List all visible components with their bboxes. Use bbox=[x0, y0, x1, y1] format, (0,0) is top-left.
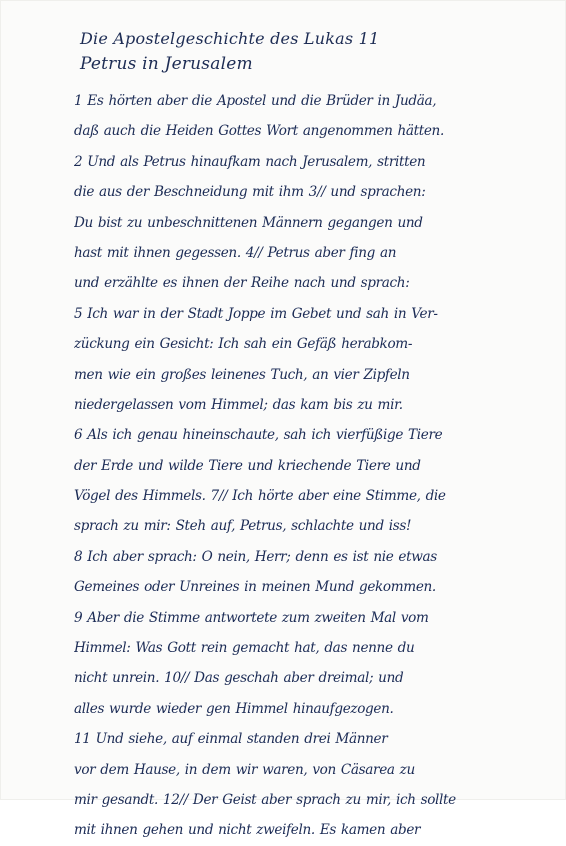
text-line-21: alles wurde wieder gen Himmel hinaufgezogen. bbox=[74, 700, 394, 717]
text-line-1: 1 Es hörten aber die Apostel und die Brüder in Judäa, bbox=[74, 93, 437, 109]
scripture-text bbox=[74, 86, 550, 846]
text-line-5: Du bist zu unbeschnittenen Männern gegangen und bbox=[74, 214, 423, 231]
text-line-14: Vögel des Himmels. 7// Ich hörte aber eine Stimme, die bbox=[74, 488, 446, 505]
text-line-13: der Erde und wilde Tiere und kriechende Tiere und bbox=[74, 457, 421, 474]
text-line-23: vor dem Hause, in dem wir waren, von Cäsarea zu bbox=[74, 761, 415, 778]
text-line-11: niedergelassen vom Himmel; das kam bis zu mir. bbox=[74, 396, 403, 413]
text-line-19: Himmel: Was Gott rein gemacht hat, das nenne du bbox=[74, 640, 415, 657]
text-line-15: sprach zu mir: Steh auf, Petrus, schlachte und iss! bbox=[74, 518, 412, 535]
text-line-22: 11 Und siehe, auf einmal standen drei Männer bbox=[74, 731, 388, 748]
text-line-9: zückung ein Gesicht: Ich sah ein Gefäß herabkom- bbox=[74, 336, 413, 353]
text-line-16: 8 Ich aber sprach: O nein, Herr; denn es ist nie etwas bbox=[74, 548, 437, 565]
text-line-7: und erzählte es ihnen der Reihe nach und sprach: bbox=[74, 275, 410, 292]
section-title: Petrus in Jerusalem bbox=[80, 54, 253, 74]
text-line-25: mit ihnen gehen und nicht zweifeln. Es kamen aber bbox=[74, 822, 421, 839]
text-line-2: daß auch die Heiden Gottes Wort angenommen hätten. bbox=[74, 123, 444, 140]
book-title: Die Apostelgeschichte des Lukas 11 bbox=[80, 29, 380, 48]
text-line-4: die aus der Beschneidung mit ihm 3// und sprachen: bbox=[74, 184, 426, 201]
text-line-6: hast mit ihnen gegessen. 4// Petrus aber fing an bbox=[74, 244, 397, 261]
text-line-10: men wie ein großes leinenes Tuch, an vier Zipfeln bbox=[74, 366, 410, 383]
text-line-20: nicht unrein. 10// Das geschah aber dreimal; und bbox=[74, 670, 404, 687]
text-line-17: Gemeines oder Unreines in meinen Mund gekommen. bbox=[74, 579, 436, 596]
text-line-3: 2 Und als Petrus hinaufkam nach Jerusalem, stritten bbox=[74, 153, 426, 170]
page-header bbox=[80, 26, 540, 78]
text-line-18: 9 Aber die Stimme antwortete zum zweiten Mal vom bbox=[74, 609, 429, 626]
text-line-24: mir gesandt. 12// Der Geist aber sprach zu mir, ich sollte bbox=[74, 791, 456, 808]
text-line-8: 5 Ich war in der Stadt Joppe im Gebet und sah in Ver- bbox=[74, 305, 438, 322]
text-line-12: 6 Als ich genau hineinschaute, sah ich vierfüßige Tiere bbox=[74, 427, 443, 444]
